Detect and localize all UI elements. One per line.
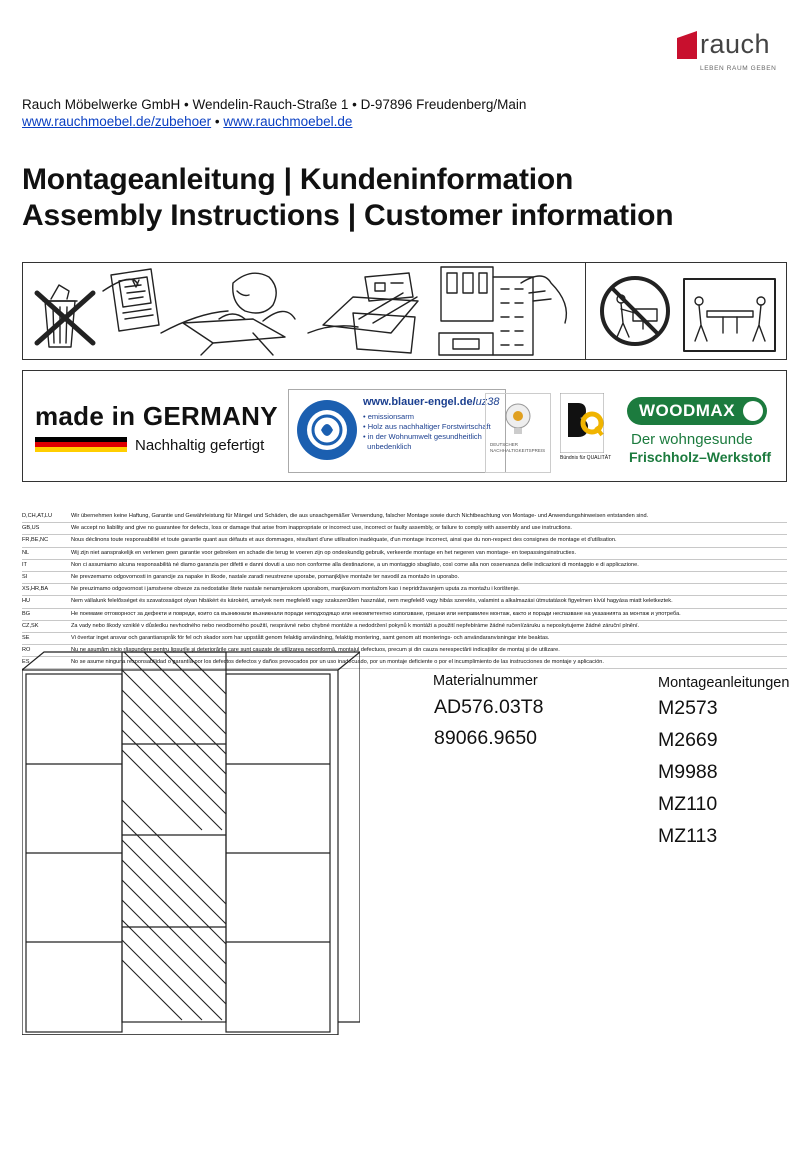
disclaimer-row: ES No se asume ninguna responsabilidad o garantía por los defectos defectos y daños provocados por un uso inadecuado, por un montaje deficiente o por el incumplimiento de las instrucciones de montaje y aplicación. (22, 657, 787, 669)
disclaimer-row: RO Nu ne asumăm nicio răspundere pentru lipsurile și deteriorările care sunt cauzate de utilizarea neconformă, montajul defectuos, precum și din cauza nerespectării indicațiilor de montaj și de utilizare. (22, 645, 787, 657)
award-trophy-icon (504, 402, 532, 436)
disclaimer-row: SE Vi övertar inget ansvar och garantianspråk för fel och skador som har uppstått genom felaktig användning, felaktig montering, samt genom att monterings- och användaranvisningar inte beaktas. (22, 633, 787, 645)
sustainably-made-label: Nachhaltig gefertigt (135, 437, 265, 454)
blauer-engel-url: www.blauer-engel.de/uz38 (363, 396, 500, 408)
assembly-instructions-label: Montageanleitungen (658, 675, 790, 691)
no-single-person-lift-icon (602, 278, 668, 344)
rauch-logo-mark-icon (676, 30, 698, 60)
filing-folders-icon (308, 273, 418, 353)
rauch-logo (676, 26, 786, 76)
assembly-instruction-number: M2573 (658, 697, 718, 719)
disclaimer-row: IT Non ci assumiamo alcuna responsabilità né diamo garanzia per difetti e danni dovuti a uso non conforme alla destinazione, a un montaggio sbagliato, così come alla non osservanza delle indicazioni di montaggio e di applicazione. (22, 560, 787, 572)
woodmax-badge: WOODMAX (627, 397, 767, 425)
disclaimer-row: CZ,SK Za vady nebo škody vzniklé v důsledku nevhodného nebo neodborného použití, nesprávné nebo chybné montáže a nedodržení pokynů k montáži a použití nepřebíráme žádné ručení/záruku a neposkytujeme žádné záruční plnění. (22, 621, 787, 633)
page-title-de: Montageanleitung | Kundeninformation (22, 163, 574, 196)
award-text: DEUTSCHER NACHHALTIGKEITSPREIS (490, 442, 546, 453)
company-address: Rauch Möbelwerke GmbH • Wendelin-Rauch-Straße 1 • D-97896 Freudenberg/Main (22, 97, 527, 112)
link-separator: • (211, 114, 224, 129)
website-link[interactable]: www.rauchmoebel.de (223, 114, 353, 129)
accessories-link[interactable]: www.rauchmoebel.de/zubehoer (22, 114, 212, 129)
instruction-pictograms (22, 262, 787, 360)
german-flag-icon (35, 437, 127, 452)
brand-name: rauch (700, 29, 771, 59)
woodmax-line2: Frischholz–Werkstoff (629, 449, 772, 465)
assembly-instruction-number: MZ110 (658, 793, 718, 815)
assembly-instruction-number: MZ113 (658, 825, 718, 847)
sustainability-award-badge (485, 393, 551, 473)
keypad-hand-icon (439, 267, 566, 355)
blauer-engel-points: • emissionsarm • Holz aus nachhaltiger Forstwirtschaft • in der Wohnumwelt gesundheitlich unbedenklich (363, 412, 491, 451)
disclaimer-row: NL Wij zijn niet aansprakelijk en verlenen geen garantie voor gebreken en schade die terug te voeren zijn op ondeskundig gebruik, verkeerde montage en het negeren van montage- en toepassingsinstructies. (22, 548, 787, 560)
bq-label: Bündnis für QUALITÄT (560, 455, 612, 461)
reading-person-icon (161, 273, 295, 355)
material-number-label: Materialnummer (433, 673, 538, 689)
disclaimer-row: BG Не поемаме отговорност за дефекти и повреди, които са възникнали възникнали поради неподходящо или некомпетентно използване, грешни или неправилен монтаж, както и поради неспазване на указанията за монтаж и употреба. (22, 609, 787, 621)
blauer-engel-badge (288, 389, 506, 473)
bq-quality-badge (560, 393, 612, 461)
page-title-en: Assembly Instructions | Customer information (22, 199, 674, 232)
material-number: 89066.9650 (434, 727, 538, 749)
bq-logo-icon (560, 393, 604, 453)
pictogram-strip (23, 263, 786, 359)
brand-tagline: LEBEN RAUM GEBEN (700, 65, 777, 72)
material-number: AD576.03T8 (434, 696, 544, 718)
woodmax-dot-icon (743, 401, 763, 421)
trash-bin-crossed-icon (37, 285, 93, 347)
instruction-booklet-icon (103, 269, 159, 331)
made-in-germany-label: made in GERMANY (35, 401, 278, 431)
pictogram-divider (585, 263, 586, 359)
disclaimer-table (22, 511, 787, 669)
disclaimer-row: D,CH,AT,LU Wir übernehmen keine Haftung, Garantie und Gewährleistung für Mängel und Schäden, die aus unsachgemäßer Verwendung, falscher Montage sowie durch Nichtbeachtung von Montage- und Anwendungshinweisen entstanden sind. (22, 511, 787, 523)
wardrobe-carcass (22, 652, 360, 1022)
assembly-instruction-number: M2669 (658, 729, 718, 751)
blauer-engel-seal-icon (295, 396, 359, 466)
disclaimer-row: XS,HR,BA Ne preuzimamo odgovornost i jamstvene obveze za nedostatke štete nastale nenamjenskom uporabom, manjkavom montažom kao i nepridržavanjem uputa za montažu i korištenje. (22, 584, 787, 596)
two-person-lift-icon (684, 279, 775, 351)
disclaimer-row: SI Ne prevzemamo odgovornosti in garancije za napake in škode, nastale zaradi neustrezne uporabe, pomanjkljive montaže ter navodil za montažo in uporabo. (22, 572, 787, 584)
disclaimer-row: HU Nem vállalunk felelősséget és szavatosságot olyan hibákért és károkért, amelyek nem megfelelő vagy szakszerűtlen használat, nem megfelelő vagy hibás szerelés, valamint a alkalmazási útmutatások figyelmen kívül hagyása miatt keletkeztek. (22, 596, 787, 608)
wardrobe-drawing (22, 650, 360, 1035)
certification-badges (22, 370, 787, 482)
woodmax-line1: Der wohngesunde (631, 431, 753, 448)
disclaimer-row: GB,US We accept no liability and give no guarantee for defects, loss or damage that arise from inappropriate or incorrect use, incorrect or faulty assembly, or failure to comply with assembly and use instructions. (22, 523, 787, 535)
website-links (22, 114, 352, 129)
assembly-instruction-number: M9988 (658, 761, 718, 783)
disclaimer-row: FR,BE,NC Nous déclinons toute responsabilité et toute garantie quant aux défauts et aux dommages, résultant d'une utilisation inadéquate, d'un montage incorrect, ainsi que du non-respect des consignes de montage et d'utilisation. (22, 535, 787, 547)
middle-mirror-door (122, 652, 226, 1022)
